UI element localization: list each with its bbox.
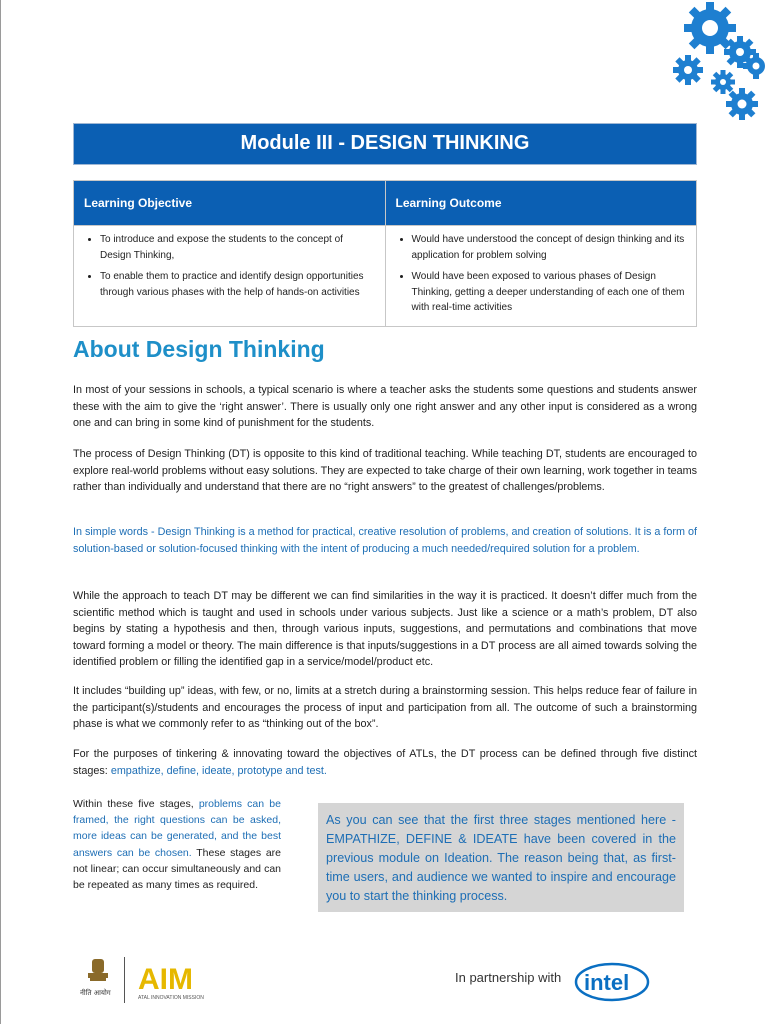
page-left-border — [0, 0, 1, 1024]
stages-note-start: Within these five stages, — [73, 798, 199, 810]
paragraph-6 — [73, 746, 697, 779]
intel-text: intel — [584, 970, 630, 995]
outcome-item: • Would have understood the concept of design thinking and its application for problem solving — [412, 232, 687, 263]
stages-list: empathize, define, ideate, prototype and test. — [110, 764, 327, 777]
learning-objective-cell — [74, 226, 386, 327]
learning-objective-header: Learning Objective — [74, 181, 386, 226]
callout-box: As you can see that the first three stages mentioned here - EMPATHIZE, DEFINE & IDEATE have been covered in the previous module on Ideation. The reason being that, as first-time users, and audience we wanted to inspire and encourage you to start the thinking process. — [318, 803, 684, 912]
paragraph-1: In most of your sessions in schools, a typical scenario is where a teacher asks the students some questions and students answer these with the aim to give the ‘right answer’. There is usually only one right answer and any other input is considered as a wrong one and can bring in some kind of punishment for the students. — [73, 384, 697, 429]
module-title: Module III - DESIGN THINKING — [73, 123, 697, 165]
logo-divider — [124, 957, 125, 1003]
partnership-text: In partnership with — [455, 970, 562, 985]
objective-item: • To enable them to practice and identify design opportunities through various phases with the help of hands-on activities — [100, 269, 375, 300]
niti-text: नीति आयोग — [80, 989, 111, 997]
aim-logo-icon — [134, 955, 234, 1005]
learning-outcome-cell — [385, 226, 697, 327]
aim-subtext: ATAL INNOVATION MISSION — [138, 995, 204, 1001]
stages-note — [73, 796, 281, 893]
learning-table — [73, 180, 697, 327]
paragraph-3: In simple words - Design Thinking is a method for practical, creative resolution of problems, and creation of solutions. It is a form of solution-based or solution-focused thinking with the intent of producing a much needed/required solution for a problem. — [73, 526, 697, 555]
outcome-item: • Would have been exposed to various phases of Design Thinking, getting a deeper understanding of each one of them with real-time activities — [412, 269, 687, 316]
paragraph-6-text: For the purposes of tinkering & innovating toward the objectives of ATLs, the DT process can be defined through five distinct stages: — [73, 748, 697, 777]
paragraph-2: The process of Design Thinking (DT) is opposite to this kind of traditional teaching. While teaching DT, students are encouraged to explore real-world problems without easy solutions. They are expected to take charge of their own learning, work together in teams rather than individually and understand that there are no “right answers” to the greatest of challenges/problems. — [73, 448, 697, 493]
footer-logos — [78, 955, 238, 1005]
stages-note-end: These stages are not linear; can occur simultaneously and can be repeated as many times as required. — [73, 846, 281, 892]
emblem-icon — [78, 955, 118, 1005]
paragraph-5: It includes “building up” ideas, with few, or no, limits at a stretch during a brainstorming session. This helps reduce fear of failure in the participant(s)/students and encourages the process of input and participation from all. The outcome of such a brainstorming phase is what we commonly refer to as “thinking out of the box”. — [73, 685, 697, 730]
aim-text: AIM — [138, 963, 193, 996]
intel-logo-icon — [572, 954, 654, 1004]
objective-item: • To introduce and expose the students to the concept of Design Thinking, — [100, 232, 375, 263]
stages-note-highlight: problems can be framed, the right questions can be asked, more ideas can be generated, and the best answers can be chosen. — [73, 798, 281, 859]
learning-outcome-header: Learning Outcome — [385, 181, 697, 226]
about-heading: About Design Thinking — [73, 336, 325, 362]
paragraph-4: While the approach to teach DT may be different we can find similarities in the way it is practiced. It doesn’t differ much from the scientific method which is taught and used in schools under various subjects. Just like a science or a math’s problem, DT also begins by stating a hypothesis and then, through various inputs, suggestions, and permutations and combinations that move toward forming a model or theory. The main difference is that inputs/suggestions in a DT process are all aimed towards solving the identified problem or filling the identified gap in a service/model/product etc. — [73, 590, 697, 668]
gears-icon — [668, 0, 768, 125]
